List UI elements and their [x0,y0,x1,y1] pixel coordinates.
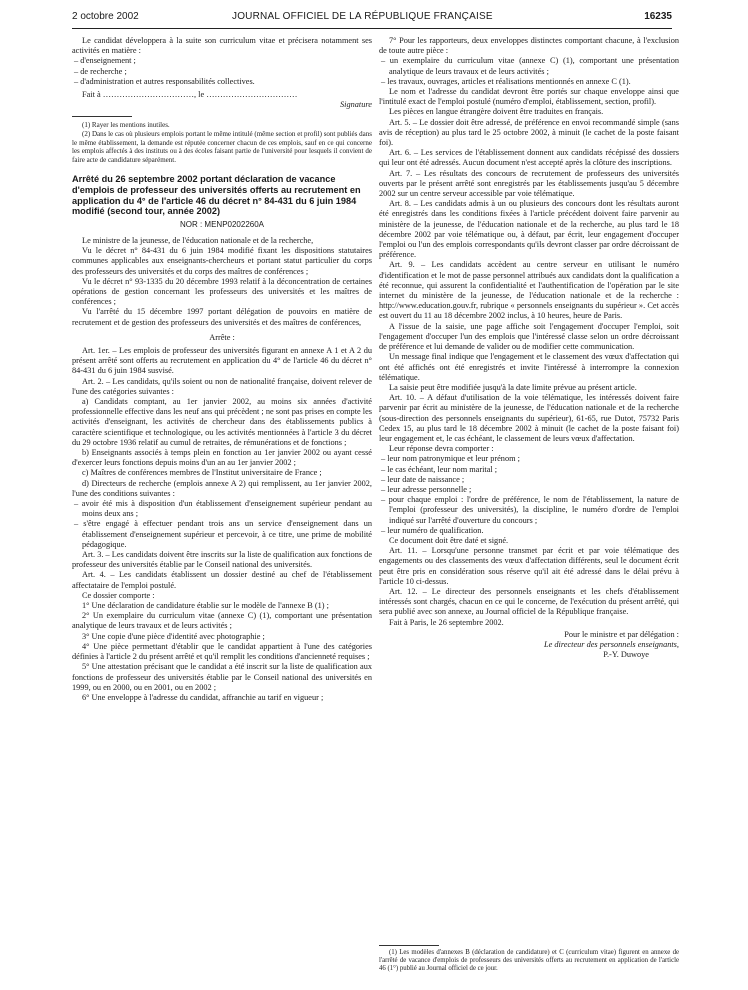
article-5: Art. 5. – Le dossier doit être adressé, de préférence en envoi recommandé simple (sans avis de réception) au plus tard le 25 octobre 2002, à minuit (le cachet de la poste faisant foi). [379,117,679,148]
page-header [72,8,672,29]
article-2: Art. 2. – Les candidats, qu'ils soient ou non de nationalité française, doivent relever de l'une des catégories suivantes : [72,376,372,396]
paragraph: a) Candidats comptant, au 1er janvier 2002, au moins six années d'activité professionnelle effective dans les neuf ans qui précèdent ; ne sont pas prises en compte les activités d'enseignant, les activités de chercheur dans des établissements publics à caractère scientifique et technologique, ou les activités mentionnées à l'article 3 du décret du 29 octobre 1936 relatif au cumul de retraites, de rémunérations et de fonctions ; [72,397,372,447]
footnote: (1) Les modèles d'annexes B (déclaration de candidature) et C (curriculum vitae) figurent en annexe de l'arrêté de vacance d'emplois de professeurs des universités offerts au recrutement en application de l'article 46 (1°) publié au Journal officiel de ce jour. [379,949,679,973]
article-6: Art. 6. – Les services de l'établissement donnent aux candidats récépissé des dossiers qui leur ont été adressés. Aucun document n'est accepté après la clôture des inscriptions. [379,148,679,168]
list-item: – d'administration et autres responsabilités collectives. [74,76,255,86]
paragraph: Les pièces en langue étrangère doivent être traduites en français. [389,107,604,117]
paragraph: Vu le décret n° 93-1335 du 20 décembre 1993 relatif à la déconcentration de certaines opérations de gestion concernant les professeurs des universités et les maîtres de conférences ; [72,276,372,307]
journal-title: JOURNAL OFFICIEL DE LA RÉPUBLIQUE FRANÇAISE [232,11,493,22]
article-9: Art. 9. – Les candidats accèdent au centre serveur en utilisant le numéro d'identification et le mot de passe personnel attribués aux candidats dont la qualification a été reconnue, qui assurent la confidentialité et l'authentification de l'opération par le site internet du ministère de la jeunesse, de l'éducation nationale et de la recherche : http://www.education.gouv.fr, rubrique « personnels enseignants du supérieur ». Cet accès est ouvert du 11 au 18 décembre 2002 inclus, à 10 heures, heure de Paris. [379,260,679,321]
signatory-name: P.-Y. Duwoye [603,650,649,660]
list-item: – leur nom patronymique et leur prénom ; [381,454,520,464]
paragraph: Le ministre de la jeunesse, de l'éducation nationale et de la recherche, [82,235,314,245]
paragraph: Ce document doit être daté et signé. [389,535,509,545]
footnote-rule [379,945,439,946]
list-item: 3° Une copie d'une pièce d'identité avec photographie ; [82,631,265,641]
paragraph: d) Directeurs de recherche (emplois annexe A 2) qui remplissent, au 1er janvier 2002, l'une des conditions suivantes : [72,478,372,498]
paragraph: Vu l'arrêté du 15 décembre 1997 portant délégation de pouvoirs en matière de recrutement et de gestion des professeurs des universités et des maîtres de conférences, [72,307,372,327]
article-3: Art. 3. – Les candidats doivent être inscrits sur la liste de qualification aux fonctions de professeur des universités établie par le Conseil national des universités. [72,550,372,570]
article-10: Art. 10. – A défaut d'utilisation de la voie télématique, les intéressés doivent faire parvenir par écrit au ministère de la jeunesse, de l'éducation nationale et de la recherche (sous-direction des personnels enseignants du supérieur), 61-65, rue Dutot, 75732 Paris Cedex 15, au plus tard le 18 décembre 2002 à minuit (le cachet de la poste faisant foi) leur engagement et, le cas échéant, le classement de leurs vœux d'affectation. [379,393,679,443]
fait-line: Fait à ……………………………, le …………………………… [82,90,298,100]
list-item: 4° Une pièce permettant d'établir que le candidat appartient à l'une des catégories définies à l'article 2 du présent arrêté et qu'il remplit les conditions d'ancienneté requises ; [72,641,372,662]
list-item: – d'enseignement ; [74,56,136,66]
footnote: (1) Rayer les mentions inutiles. [82,121,170,130]
arrete-heading: Arrête : [209,332,235,342]
fait-paris: Fait à Paris, le 26 septembre 2002. [389,617,504,627]
list-item: 2° Un exemplaire du curriculum vitae (annexe C) (1), comportant une présentation analytique de leurs travaux et de leurs activités ; [72,611,372,631]
list-item: – un exemplaire du curriculum vitae (annexe C) (1), comportant une présentation analytique de leurs travaux et de leurs activités ; [381,56,679,76]
article-7: Art. 7. – Les résultats des concours de recrutement de professeurs des universités ouverts par le présent arrêté sont enregistrés par les établissements jusqu'au 5 décembre 2002 sur un centre serveur accessible par voie télématique. [379,168,679,199]
article-8: Art. 8. – Les candidats admis à un ou plusieurs des concours dont les résultats auront été enregistrés dans les conditions fixées à l'article précédent doivent faire parvenir au ministère de la jeunesse, de l'éducation nationale et de la recherche, au plus tard le 18 décembre 2002 par voie télématique ou, à défaut, par écrit, leur engagement d'occuper l'emploi ou l'un des emplois correspondants qu'ils devront classer par ordre décroissant de préférence. [379,199,679,260]
list-item: – le cas échéant, leur nom marital ; [381,464,498,474]
issue-date: 2 octobre 2002 [72,11,139,22]
list-item: 6° Une enveloppe à l'adresse du candidat, affranchie au tarif en vigueur ; [82,692,324,702]
list-item: – s'être engagé à effectuer pendant trois ans un service d'enseignement dans un établissement d'enseignement supérieur et percevoir, à ce titre, une prime de mobilité pédagogique. [74,519,372,549]
left-column [72,36,372,703]
article-1: Art. 1er. – Les emplois de professeur des universités figurant en annexe A 1 et A 2 du présent arrêté sont offerts au recrutement en application du 4° de l'article 46 du décret n° 84-431 du 6 juin 1984 susvisé. [72,346,372,376]
list-item: – les travaux, ouvrages, articles et réalisations mentionnés en annexe C (1). [381,76,631,86]
paragraph: c) Maîtres de conférences membres de l'Institut universitaire de France ; [82,468,322,478]
list-item: – leur date de naissance ; [381,474,465,484]
cv-intro: Le candidat développera à la suite son curriculum vitae et précisera notamment ses activités en matière : [72,36,372,56]
paragraph: Vu le décret n° 84-431 du 6 juin 1984 modifié fixant les dispositions statutaires communes applicables aux enseignants-chercheurs et portant statut particulier du corps des professeurs des universités et du corps des maîtres de conférences ; [72,246,372,276]
signature-title: Le directeur des personnels enseignants, [544,639,679,649]
list-item: – avoir été mis à disposition d'un établissement d'enseignement supérieur pendant au moins deux ans ; [74,499,372,519]
article-12: Art. 12. – Le directeur des personnels enseignants et les chefs d'établissement intéressés sont chargés, chacun en ce qui le concerne, de l'exécution du présent arrêté, qui sera publié avec son annexe, au Journal officiel de la République française. [379,586,679,617]
list-item: 5° Une attestation précisant que le candidat a été inscrit sur la liste de qualification aux fonctions de professeur des universités établie par le Conseil national des universités en 1999, ou en 2000, ou en 2001, ou en 2002 ; [72,662,372,692]
footnote-rule [72,116,132,117]
signature-line: Pour le ministre et par délégation : [564,629,679,639]
signature-label: Signature [340,100,372,110]
list-item: – leur adresse personnelle ; [381,484,472,494]
article-11: Art. 11. – Lorsqu'une personne transmet par écrit et par voie télématique des engagements ou des classements des vœux d'affectation différents, seul le document écrit peut être pris en considération sous réserve qu'il ait été adressé dans le délai prévu à l'article 10 ci-dessus. [379,546,679,586]
paragraph: A l'issue de la saisie, une page affiche soit l'engagement d'occuper l'emploi, soit l'engagement d'occuper l'un des emplois que l'intéressé classe selon un ordre décroissant de préférence et lui demande de valider ou de modifier cette communication. [379,321,679,352]
nor-reference: NOR : MENP0202260A [179,219,265,229]
right-column [379,36,679,660]
paragraph: La saisie peut être modifiée jusqu'à la date limite prévue au présent article. [389,382,637,392]
paragraph: Ce dossier comporte : [82,590,155,600]
paragraph: Leur réponse devra comporter : [389,444,494,454]
paragraph: b) Enseignants associés à temps plein en fonction au 1er janvier 2002 ou ayant cessé d'exercer leurs fonctions depuis moins d'un an au 1er janvier 2002 ; [72,448,372,468]
list-item: – leur numéro de qualification. [381,525,484,535]
list-item: – pour chaque emploi : l'ordre de préférence, le nom de l'établissement, la nature de l'emploi (professeur des universités), la discipline, le numéro d'ordre de l'emploi indiqué sur l'arrêté d'ouverture du concours ; [381,495,679,525]
paragraph: Le nom et l'adresse du candidat devront être portés sur chaque enveloppe ainsi que l'intitulé exact de l'emploi postulé (numéro d'emploi, établissement, section, profil). [379,87,679,107]
list-item: 1° Une déclaration de candidature établie sur le modèle de l'annexe B (1) ; [82,601,329,611]
footnote: (2) Dans le cas où plusieurs emplois portant le même intitulé (même section et profil) sont publiés dans le même établissement, la demande est réputée concerner chacun de ces emplois, sauf en ce qui concerne les emplois affectés à des instituts ou à des écoles faisant partie de l'université pour lesquels il convient de faire acte de candidature séparément. [72,130,372,164]
decree-title: Arrêté du 26 septembre 2002 portant déclaration de vacance d'emplois de professeur des universités offerts au recrutement en application du 4° de l'article 46 du décret n° 84-431 du 6 juin 1984 modifié (second tour, année 2002) [72,174,361,217]
paragraph: 7° Pour les rapporteurs, deux enveloppes distinctes comportant chacune, à l'exclusion de toute autre pièce : [379,36,679,56]
list-item: – de recherche ; [74,66,127,76]
right-footnote [379,945,679,974]
paragraph: Un message final indique que l'engagement et le classement des vœux d'affectation qui ont été affichés ont été enregistrés et invite l'intéressé à interrompre la connexion télématique. [379,352,679,382]
page-number: 16235 [644,11,672,22]
article-4: Art. 4. – Les candidats établissent un dossier destiné au chef de l'établissement affectataire de l'emploi postulé. [72,570,372,590]
